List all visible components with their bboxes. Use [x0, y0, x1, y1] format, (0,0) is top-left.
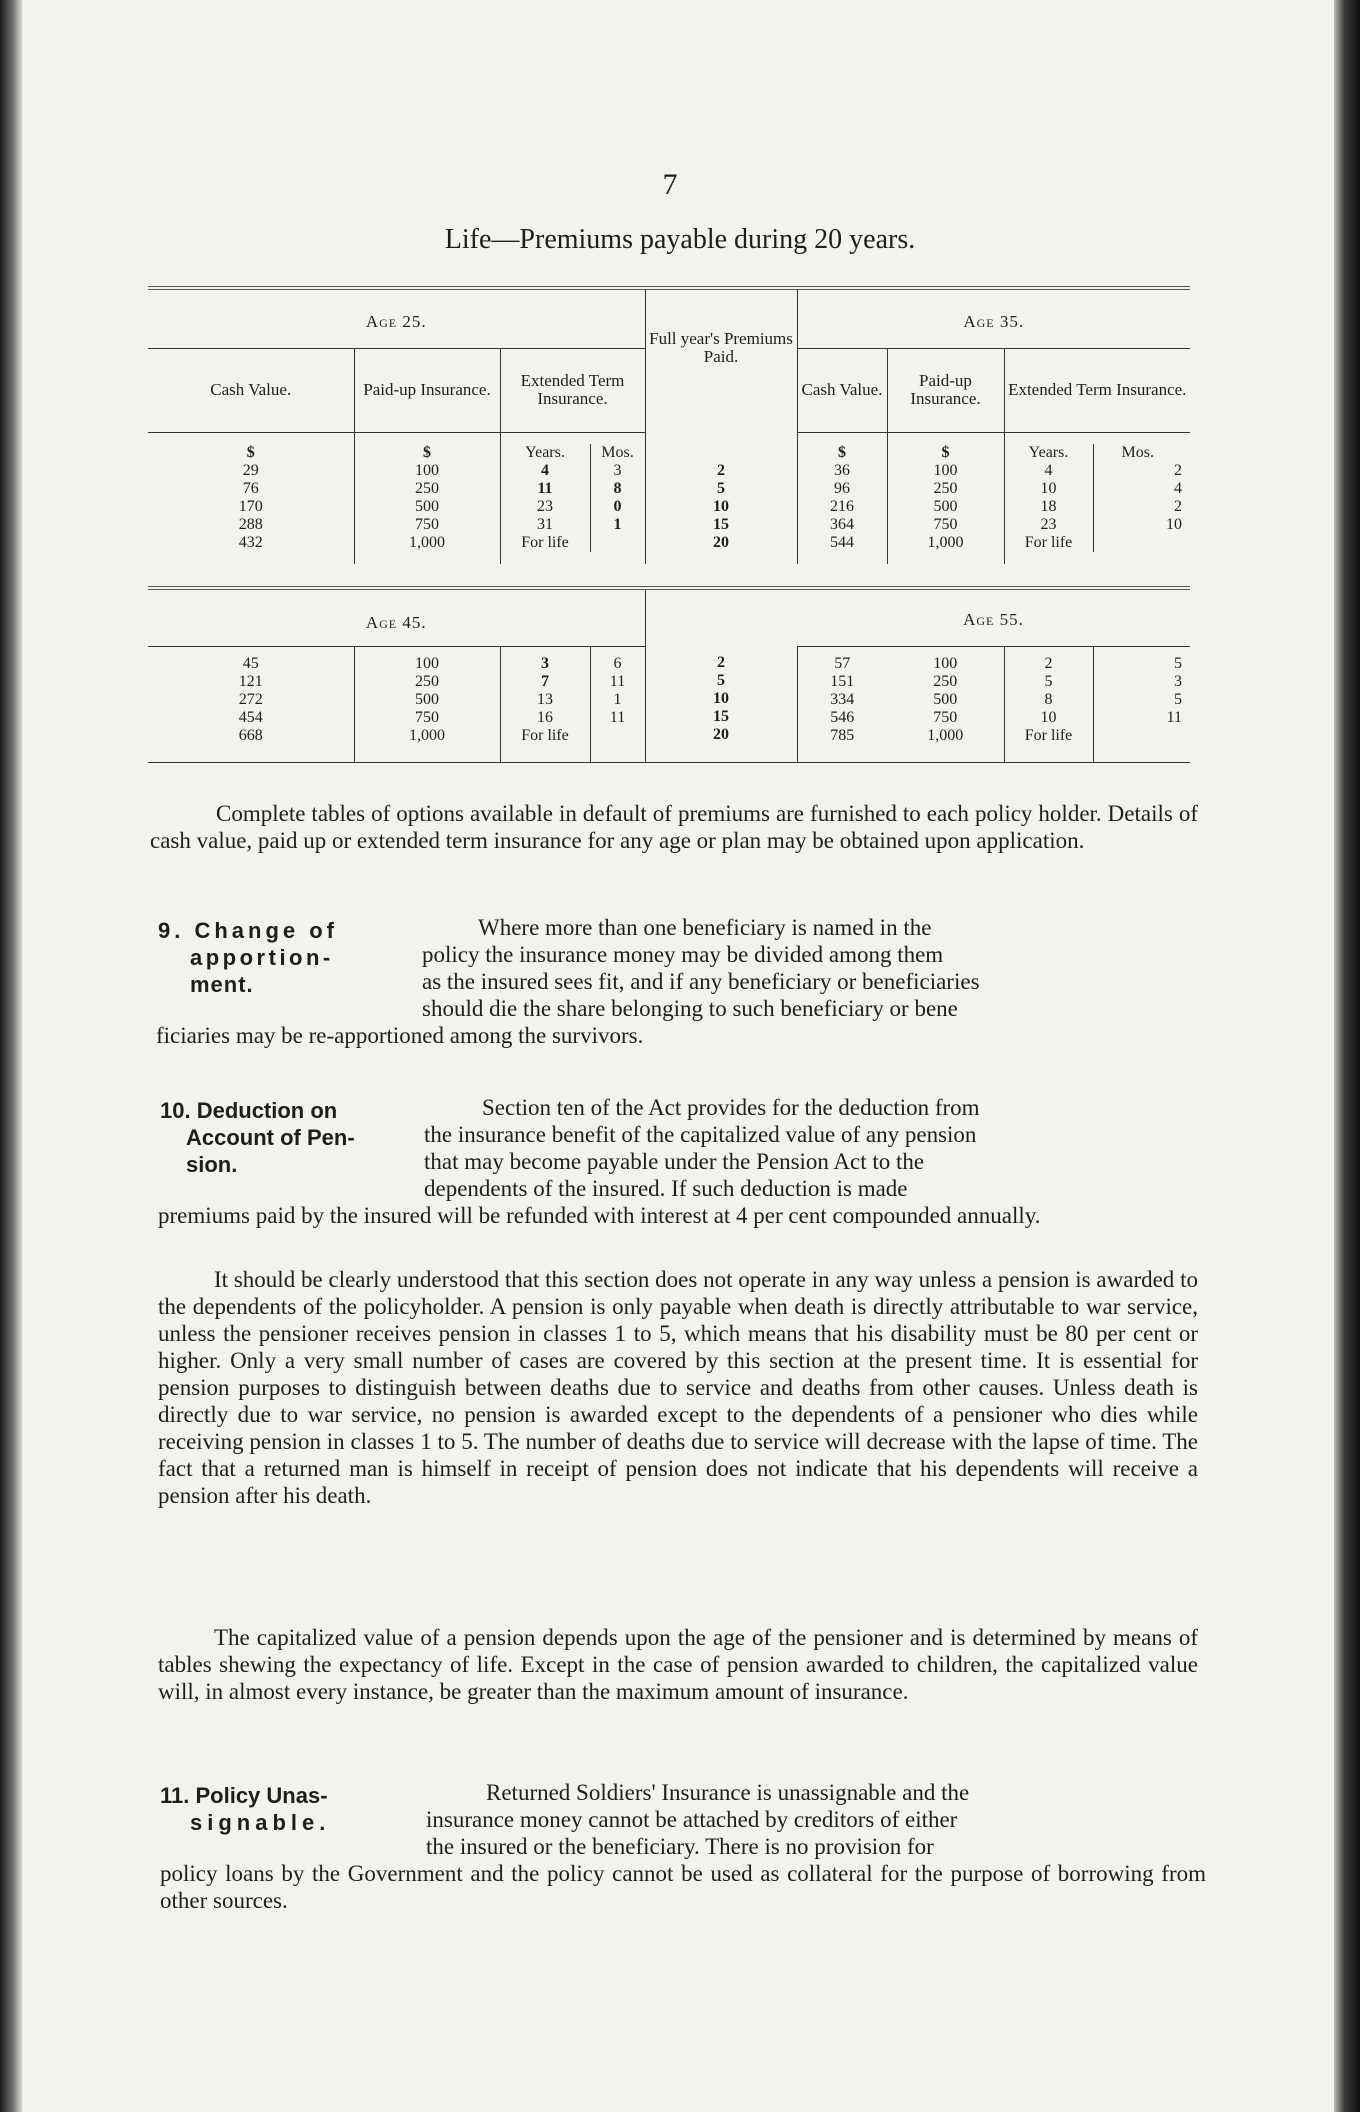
unit-dollar: $: [246, 444, 255, 461]
age45-paidup-column: [354, 646, 500, 745]
table-cell-table-premiums_paid-0: 2: [717, 654, 725, 671]
table-cell-table-age45-mos-1: 11: [609, 672, 626, 690]
group-header-age-35: Age 35.: [797, 288, 1190, 348]
table-cell-table-age25-cash-0: 29: [242, 462, 259, 479]
header-paid-up: Paid-up Insurance.: [354, 348, 500, 432]
table-cell-table-age45-cash-4: 668: [238, 726, 263, 744]
table-cell-table-age35-paidup-0: 100: [933, 462, 958, 479]
table-cell-table-age45-mos-0: 6: [613, 654, 622, 672]
section10-body-line4: dependents of the insured. If such deduction is made: [424, 1176, 908, 1201]
section9-heading-line1: 9. Change of: [158, 918, 339, 943]
table-cell-table-age55-paidup-4: 1,000: [927, 726, 964, 744]
table-cell-table-age25-cash-2: 170: [238, 498, 263, 515]
table-cell-table-unit_mos: Mos.: [1121, 444, 1154, 461]
age35-cash-column: [797, 444, 887, 552]
table-cell-table-age55-mos-1: 3: [1174, 672, 1182, 690]
table-cell-table-age45-years-2: 13: [537, 690, 553, 708]
header-full-year-premiums: Full year's Premiums Paid.: [645, 288, 797, 432]
table-cell-table-age35-mos-2: 2: [1174, 498, 1182, 515]
table-cell-table-age25-cash-1: 76: [242, 480, 259, 497]
section9-body-rest: ficiaries may be re-apportioned among the survivors.: [156, 1023, 644, 1048]
age35-months-column: [1093, 444, 1190, 552]
table-cell-table-age35-mos-1: 4: [1174, 480, 1182, 497]
section10-paragraph2: It should be clearly understood that this section does not operate in any way unless a pension is awarded to the dependents of the policyholder. A pension is only payable when death is directly attributable to war service, unless the pensioner receives pension in classes 1 to 5, which means that his disability must be 80 per cent or higher. Only a very small number of cases are covered by this section at the present time. It is essential for pension purposes to distinguish between deaths due to service and deaths from other causes. Unless death is directly due to war service, no pension is awarded except to the dependents of a pensioner who dies while receiving pension in classes 1 to 5. The number of deaths due to service will decrease with the lapse of time. The fact that a returned man is himself in receipt of pension does not indicate that his dependents will receive a pension after his death.: [158, 1267, 1198, 1508]
table-cell-table-age45-cash-0: 45: [242, 654, 259, 672]
premiums-paid-column: [645, 444, 797, 552]
table-cell-table-age25-cash-3: 288: [238, 516, 263, 533]
age35-paidup-column: [887, 444, 1004, 552]
table-cell-table-age45-paidup-3: 750: [415, 708, 439, 726]
table-cell-table-age55-cash-1: 151: [830, 672, 855, 690]
table-cell-table-age45-paidup-1: 250: [415, 672, 439, 690]
table-cell-table-age25-mos-1: 8: [613, 480, 622, 497]
table-cell-table-age35-mos-0: 2: [1174, 462, 1182, 479]
section9-heading-line2: apportion-: [190, 945, 334, 970]
age25-cash-column: [148, 444, 354, 552]
age55-cash-column: [797, 646, 887, 745]
age45-cash-column: [148, 646, 354, 745]
section11-body-line1: Returned Soldiers' Insurance is unassignable and the: [486, 1780, 970, 1805]
table-cell-table-age45-years-0: 3: [541, 654, 549, 672]
binding-edge-right: [1334, 0, 1360, 2112]
table-cell-table-age55-paidup-0: 100: [933, 654, 958, 672]
age45-months-column: [590, 646, 645, 745]
table-cell-table-age25-mos-3: 1: [613, 516, 622, 533]
table-cell-table-premiums_paid-0: 2: [717, 462, 725, 479]
group-header-age-55: Age 55.: [963, 609, 1024, 629]
table-cell-table-age55-years-1: 5: [1044, 672, 1053, 690]
section10-body-line2: the insurance benefit of the capitalized value of any pension: [424, 1122, 977, 1147]
table-cell-table-age45-mos-2: 1: [613, 690, 622, 708]
table-cell-table-unit_dollar: $: [423, 444, 431, 461]
table-cell-table-age35-cash-2: 216: [830, 498, 854, 515]
table-cell-table-age55-years-0: 2: [1044, 654, 1053, 672]
table-cell-table-age55-cash-2: 334: [830, 690, 855, 708]
table-title: Life—Premiums payable during 20 years.: [444, 224, 916, 255]
age55-paidup-column: [887, 646, 1004, 745]
section11-body-line2: insurance money cannot be attached by creditors of either: [426, 1807, 958, 1832]
section10-body-line3: that may become payable under the Pension Act to the: [424, 1149, 925, 1174]
table-cell-table-age35-paidup-1: 250: [933, 480, 958, 497]
table-cell-table-age45-paidup-2: 500: [415, 690, 439, 708]
table-cell-table-age45-years-3: 16: [537, 708, 553, 726]
section11-body-rest: policy loans by the Government and the policy cannot be used as collateral for the purpose of borrowing from other sources.: [160, 1861, 1206, 1913]
table-cell-table-premiums_paid-3: 15: [713, 516, 729, 533]
table-cell-table-age55-paidup-1: 250: [933, 672, 958, 690]
table-cell-table-premiums_paid-3: 15: [713, 708, 729, 725]
table-cell-table-age25-mos-0: 3: [613, 462, 622, 479]
table-cell-table-age45-mos-3: 11: [609, 708, 626, 726]
section9-body-line3: as the insured sees fit, and if any beneficiary or beneficiaries: [422, 969, 980, 994]
age55-years-column: [1004, 646, 1093, 745]
age25-years-column: [500, 444, 590, 552]
section9-body-line4: should die the share belonging to such beneficiary or bene: [422, 996, 958, 1021]
table-cell-table-age45-paidup-4: 1,000: [409, 726, 445, 744]
table-cell-table-age35-cash-3: 364: [830, 516, 854, 533]
table-cell-table-age25-paidup-1: 250: [415, 480, 439, 497]
age25-months-column: [590, 444, 645, 552]
table-cell-table-age55-mos-0: 5: [1174, 654, 1182, 672]
table-cell-table-age25-mos-2: 0: [613, 498, 622, 515]
header-extended-term: Extended Term Insurance.: [500, 348, 645, 432]
table-cell-table-unit_mos: Mos.: [601, 444, 634, 461]
section10-body-rest: premiums paid by the insured will be refunded with interest at 4 per cent compounded annually.: [158, 1203, 1041, 1228]
table-cell-table-age55-years-3: 10: [1040, 708, 1057, 726]
table-cell-table-unit_years: Years.: [1028, 444, 1069, 461]
options-table-upper: [148, 286, 1190, 564]
section10-heading-line1: 10. Deduction on: [160, 1098, 338, 1123]
intro-paragraph: Complete tables of options available in default of premiums are furnished to each policy holder. Details of cash value, paid up or extended term insurance for any age or plan may be obtained upon application.: [150, 801, 1198, 853]
table-cell-table-age25-paidup-3: 750: [415, 516, 439, 533]
table-cell-table-age25-years-4: For life: [521, 534, 569, 551]
section11-heading-line2: signable.: [190, 1810, 331, 1835]
binding-edge-left: [0, 0, 22, 2112]
group-header-age-25: Age 25.: [365, 311, 427, 331]
section10-paragraph3: The capitalized value of a pension depends upon the age of the pensioner and is determined by means of tables shewing the expectancy of life. Except in the case of pension awarded to children, the capitalized value will, in almost every instance, be greater than the maximum amount of insurance.: [158, 1625, 1198, 1704]
header-cash-value: Cash Value.: [148, 348, 354, 432]
section10-body-line1: Section ten of the Act provides for the deduction from: [482, 1095, 980, 1120]
table-cell-table-age25-years-3: 31: [537, 516, 553, 533]
table-cell-table-age35-years-2: 18: [1040, 498, 1057, 515]
table-cell-table-age35-mos-3: 10: [1166, 516, 1182, 533]
premiums-paid-column-lower: [645, 646, 797, 745]
section10-heading-line3: sion.: [186, 1152, 238, 1177]
table-cell-table-age25-paidup-0: 100: [415, 462, 439, 479]
table-cell-table-age35-years-0: 4: [1044, 462, 1053, 479]
table-cell-table-age35-cash-1: 96: [834, 480, 850, 497]
table-cell-table-premiums_paid-1: 5: [717, 672, 725, 689]
table-cell-table-age35-years-4: For life: [1024, 534, 1073, 551]
table-cell-table-unit_dollar: $: [838, 444, 846, 461]
table-cell-table-age25-paidup-2: 500: [415, 498, 439, 515]
table-cell-table-age45-cash-3: 454: [238, 708, 263, 726]
section9-body-line2: policy the insurance money may be divided among them: [422, 942, 944, 967]
section9-body-line1: Where more than one beneficiary is named in the: [478, 915, 932, 940]
table-cell-table-age55-cash-0: 57: [834, 654, 851, 672]
table-cell-table-age45-years-1: 7: [541, 672, 549, 690]
table-cell-table-age25-cash-4: 432: [238, 534, 263, 551]
age55-months-column: [1093, 646, 1190, 745]
age45-years-column: [500, 646, 590, 745]
table-cell-table-premiums_paid-4: 20: [713, 534, 729, 551]
table-cell-table-age45-paidup-0: 100: [415, 654, 439, 672]
table-cell-table-age55-mos-2: 5: [1174, 690, 1182, 708]
table-cell-table-age25-years-0: 4: [541, 462, 549, 479]
table-cell-table-age35-paidup-2: 500: [933, 498, 958, 515]
age35-years-column: [1004, 444, 1093, 552]
age25-paidup-column: [354, 444, 500, 552]
section10-heading-line2: Account of Pen-: [186, 1125, 355, 1150]
table-cell-table-age55-paidup-3: 750: [933, 708, 958, 726]
table-cell-table-age55-mos-3: 11: [1166, 708, 1182, 726]
table-cell-table-age55-cash-3: 546: [830, 708, 855, 726]
table-cell-table-age35-paidup-3: 750: [933, 516, 958, 533]
table-cell-table-age35-years-1: 10: [1040, 480, 1057, 497]
section11-body-line3: the insured or the beneficiary. There is no provision for: [426, 1834, 934, 1859]
table-cell-table-age35-cash-0: 36: [834, 462, 850, 479]
table-cell-table-age35-cash-4: 544: [830, 534, 854, 551]
table-cell-table-age55-years-4: For life: [1024, 726, 1073, 744]
table-cell-table-unit_years: Years.: [525, 444, 565, 461]
table-cell-table-age45-years-4: For life: [521, 726, 569, 744]
table-cell-table-age55-paidup-2: 500: [933, 690, 958, 708]
table-cell-table-age55-cash-4: 785: [830, 726, 855, 744]
table-cell-table-age55-years-2: 8: [1044, 690, 1053, 708]
table-cell-table-age25-years-1: 11: [537, 480, 553, 497]
section9-heading-line3: ment.: [190, 972, 254, 997]
table-cell-table-age35-years-3: 23: [1040, 516, 1057, 533]
section11-heading-line1: 11. Policy Unas-: [160, 1783, 328, 1808]
table-cell-table-premiums_paid-2: 10: [713, 690, 729, 707]
page-number: 7: [662, 168, 678, 201]
table-cell-table-unit_dollar: $: [941, 444, 950, 461]
table-cell-table-age25-paidup-4: 1,000: [409, 534, 445, 551]
table-cell-table-premiums_paid-1: 5: [717, 480, 725, 497]
header-cash-value-2: Cash Value.: [797, 348, 887, 432]
table-cell-table-age35-paidup-4: 1,000: [927, 534, 964, 551]
table-cell-table-age25-years-2: 23: [537, 498, 553, 515]
table-cell-table-premiums_paid-4: 20: [713, 726, 729, 743]
header-extended-term-2: Extended Term Insurance.: [1004, 348, 1190, 432]
table-cell-table-age45-cash-1: 121: [238, 672, 263, 690]
table-cell-table-premiums_paid-2: 10: [713, 498, 729, 515]
group-header-age-45: Age 45.: [365, 612, 427, 632]
header-paid-up-2: Paid-up Insurance.: [887, 348, 1004, 432]
options-table-lower: [148, 586, 1190, 763]
table-cell-table-age45-cash-2: 272: [238, 690, 263, 708]
